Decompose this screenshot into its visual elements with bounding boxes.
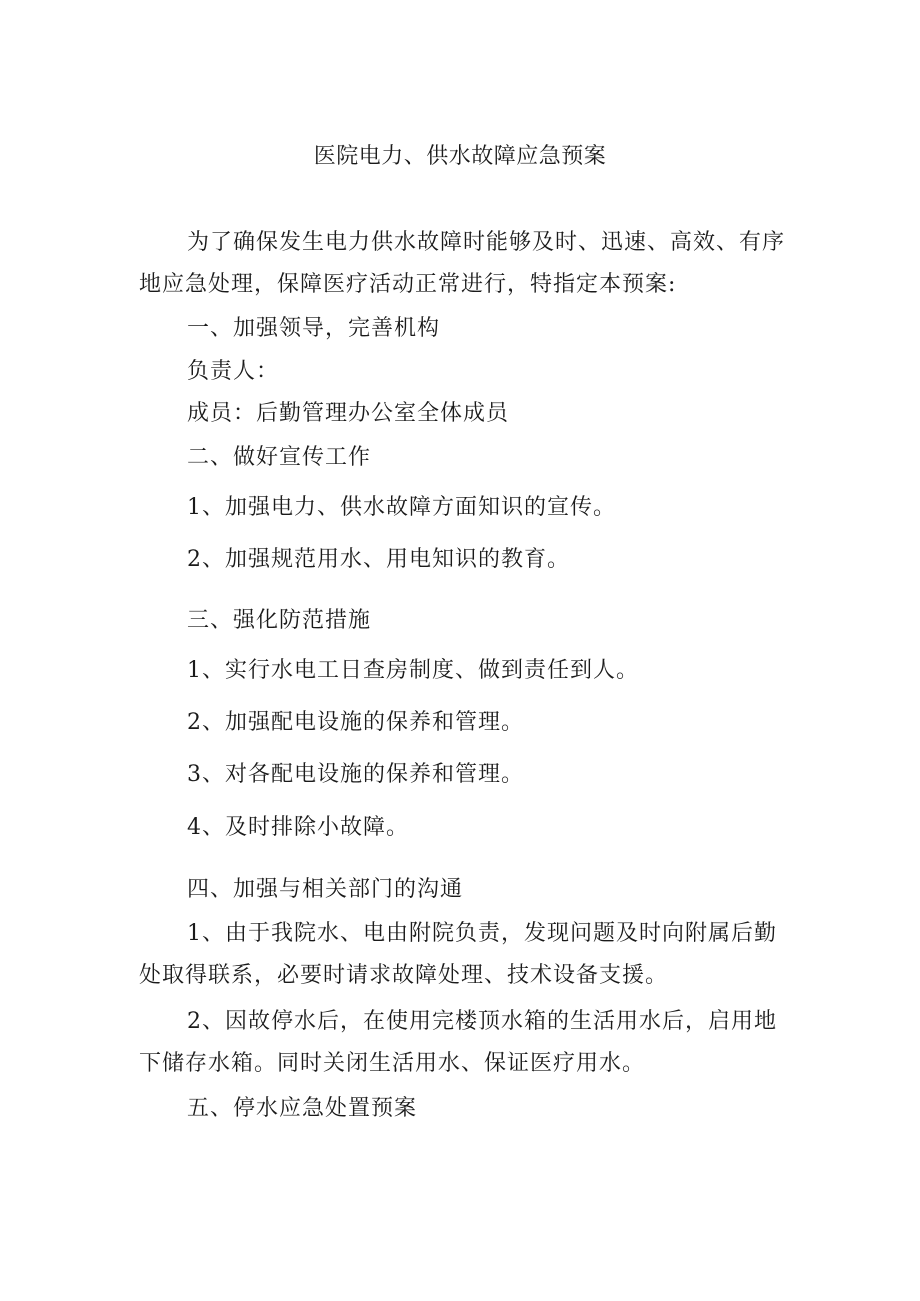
- section-3-heading: 三、强化防范措施: [187, 608, 372, 633]
- section-3-item-3: 3、对各配电设施的保养和管理。: [187, 762, 524, 787]
- section-3-item-2: 2、加强配电设施的保养和管理。: [187, 710, 524, 735]
- section-2-heading: 二、做好宣传工作: [187, 445, 372, 470]
- members-line: 成员：后勤管理办公室全体成员: [187, 401, 510, 426]
- section-1-heading: 一、加强领导，完善机构: [187, 316, 441, 341]
- section-4-item-2-line-2: 下储存水箱。同时关闭生活用水、保证医疗用水。: [139, 1051, 646, 1076]
- section-4-heading: 四、加强与相关部门的沟通: [187, 877, 464, 902]
- section-2-item-1: 1、加强电力、供水故障方面知识的宣传。: [187, 495, 616, 520]
- section-3-item-4: 4、及时排除小故障。: [187, 815, 409, 840]
- leader-line: 负责人：: [187, 359, 280, 384]
- section-4-item-2-line-1: 2、因故停水后，在使用完楼顶水箱的生活用水后，启用地: [187, 1009, 777, 1034]
- section-3-item-1: 1、实行水电工日查房制度、做到责任到人。: [187, 658, 639, 683]
- section-5-heading: 五、停水应急处置预案: [187, 1096, 418, 1121]
- document-title: 医院电力、供水故障应急预案: [313, 144, 607, 169]
- intro-paragraph-line-1: 为了确保发生电力供水故障时能够及时、迅速、高效、有序: [187, 230, 786, 255]
- section-4-item-1-line-2: 处取得联系，必要时请求故障处理、技术设备支援。: [139, 963, 669, 988]
- section-4-item-1-line-1: 1、由于我院水、电由附院负责，发现问题及时向附属后勤: [187, 921, 777, 946]
- intro-paragraph-line-2: 地应急处理，保障医疗活动正常进行，特指定本预案:: [139, 272, 677, 297]
- section-2-item-2: 2、加强规范用水、用电知识的教育。: [187, 547, 570, 572]
